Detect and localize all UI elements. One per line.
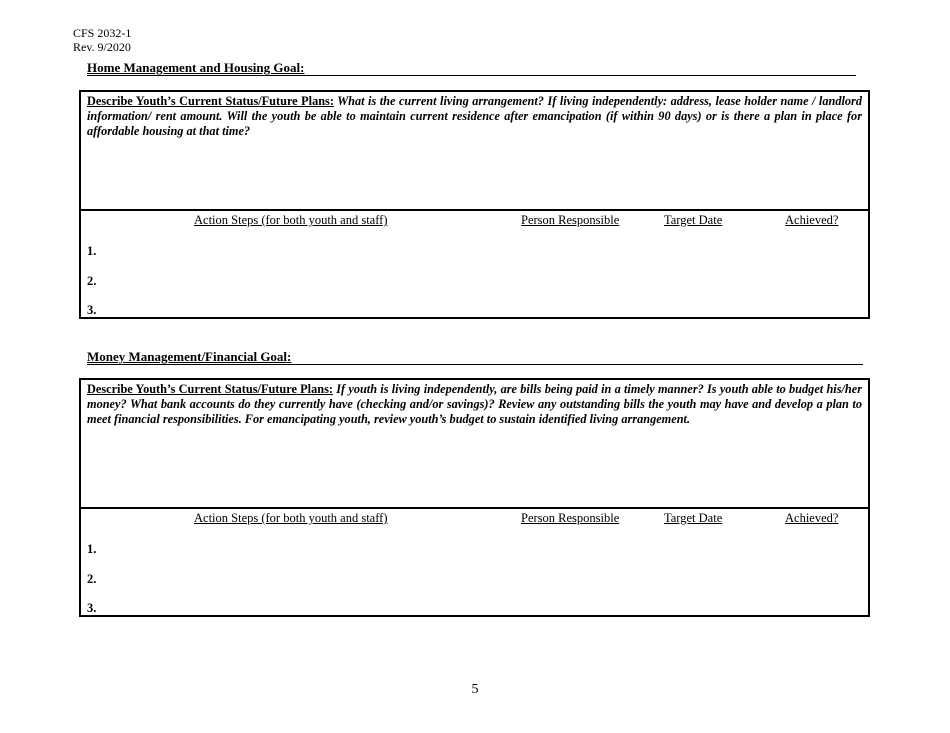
financial-col-action-steps: Action Steps (for both youth and staff): [194, 511, 388, 525]
financial-divider: [81, 507, 868, 509]
housing-describe-label: Describe Youth’s Current Status/Future Plans:: [87, 94, 334, 108]
financial-goal-title: [87, 350, 863, 365]
housing-col-achieved: Achieved?: [785, 213, 839, 227]
financial-row-2[interactable]: 2.: [87, 572, 97, 586]
financial-col-achieved: Achieved?: [785, 511, 839, 525]
housing-goal-label: Home Management and Housing Goal:: [87, 60, 305, 75]
financial-goal-label: Money Management/Financial Goal:: [87, 349, 292, 364]
housing-goal-box: [79, 90, 870, 319]
housing-description[interactable]: [87, 94, 862, 139]
housing-row-2[interactable]: 2.: [87, 274, 97, 288]
housing-col-action-steps: Action Steps (for both youth and staff): [194, 213, 388, 227]
financial-row-1[interactable]: 1.: [87, 542, 97, 556]
financial-description[interactable]: [87, 382, 862, 427]
form-revision: Rev. 9/2020: [73, 40, 131, 54]
housing-col-target-date: Target Date: [664, 213, 723, 227]
financial-describe-prompt: If youth is living independently, are bills being paid in a timely manner? Is youth able to budget his/her money? What bank accounts do they currently have (checking and/or savings)? Review any outstanding bills the youth may have and develop a plan to meet financial responsibilities. For emancipating youth, review youth’s budget to sustain identified living arrangement.: [87, 382, 862, 426]
financial-col-person-responsible: Person Responsible: [521, 511, 620, 525]
housing-describe-prompt: What is the current living arrangement? If living independently: address, lease holder name / landlord information/ rent amount. Will the youth be able to maintain current residence after emancipation (if within 90 days) or is there a plan in place for affordable housing at that time?: [87, 94, 862, 138]
housing-divider: [81, 209, 868, 211]
housing-goal-title: [87, 61, 856, 76]
financial-describe-label: Describe Youth’s Current Status/Future Plans:: [87, 382, 333, 396]
housing-row-3[interactable]: 3.: [87, 303, 97, 317]
financial-goal-box: [79, 378, 870, 617]
financial-row-3[interactable]: 3.: [87, 601, 97, 615]
page-number: 5: [471, 682, 479, 697]
housing-col-person-responsible: Person Responsible: [521, 213, 620, 227]
form-id: CFS 2032-1: [73, 26, 132, 40]
housing-row-1[interactable]: 1.: [87, 244, 97, 258]
financial-col-target-date: Target Date: [664, 511, 723, 525]
